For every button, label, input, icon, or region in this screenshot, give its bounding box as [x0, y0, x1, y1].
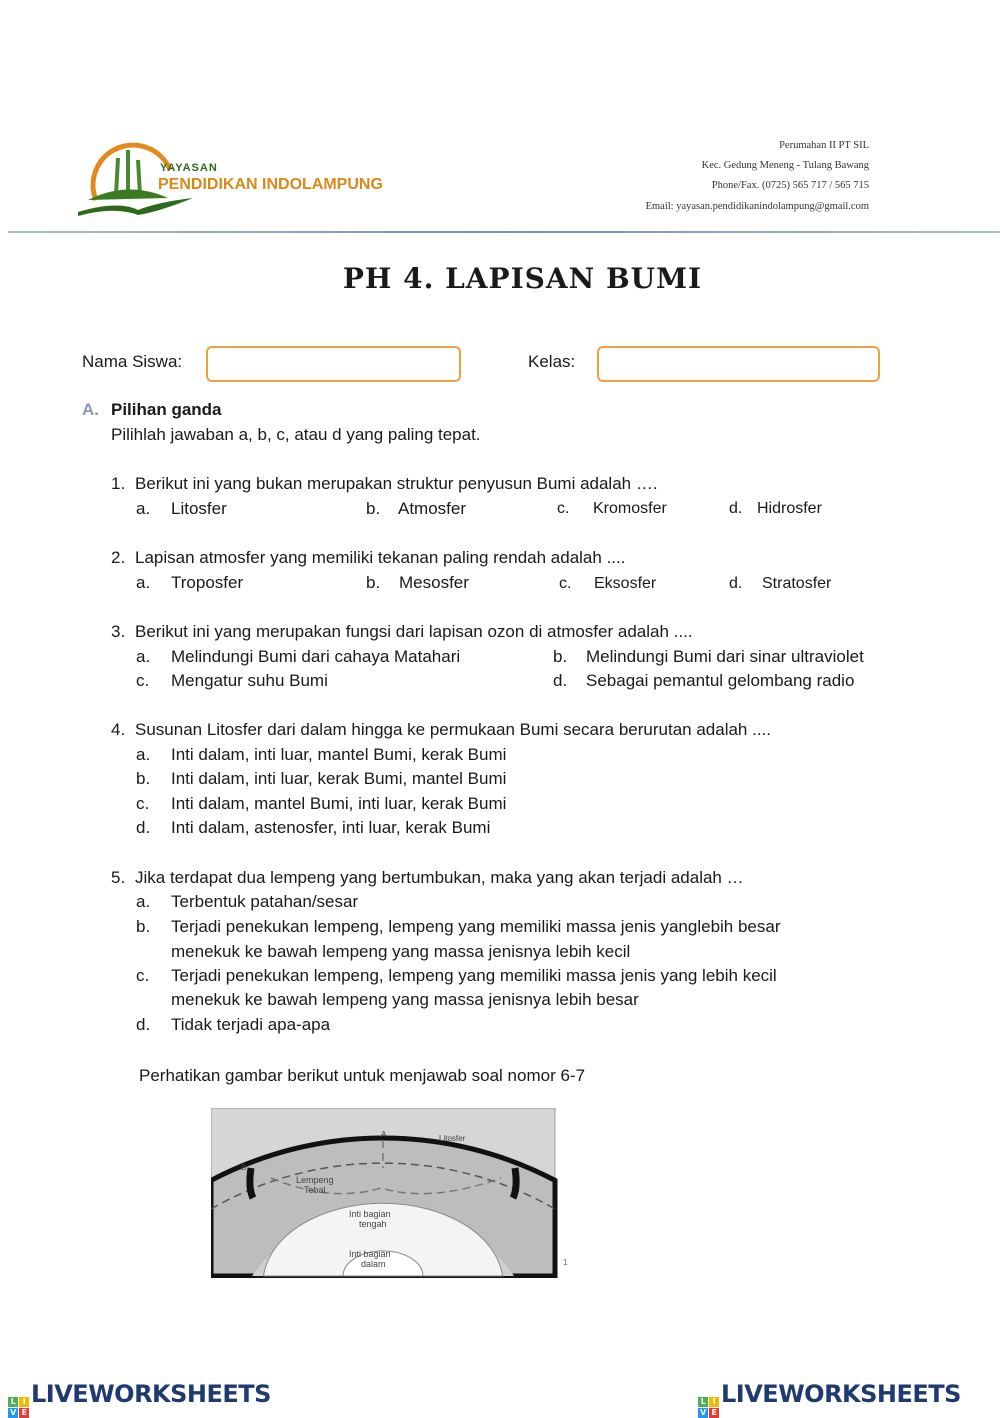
- icon-letter: I: [709, 1397, 719, 1407]
- option-d[interactable]: Sebagai pemantul gelombang radio: [586, 671, 855, 690]
- question-text: Jika terdapat dua lempeng yang bertumbukan, maka yang akan terjadi adalah …: [135, 868, 744, 887]
- option-b[interactable]: Atmosfer: [398, 499, 467, 518]
- option-c[interactable]: Kromosfer: [593, 500, 667, 517]
- option-key: d.: [136, 1015, 151, 1034]
- label-lempeng: Lempeng: [296, 1175, 334, 1185]
- name-label: Nama Siswa:: [82, 352, 183, 371]
- label-side: 1: [563, 1258, 568, 1267]
- liveworksheets-icon: [8, 1397, 29, 1418]
- icon-letter: V: [698, 1408, 708, 1418]
- option-c[interactable]: Eksosfer: [594, 575, 657, 592]
- logo-small-text: YAYASAN: [160, 162, 218, 174]
- label-b: B: [241, 1163, 247, 1172]
- option-c[interactable]: Inti dalam, mantel Bumi, inti luar, kerak Bumi: [171, 794, 507, 813]
- option-b[interactable]: Terjadi penekukan lempeng, lempeng yang memiliki massa jenis yanglebih besar: [171, 917, 781, 936]
- option-c-continued[interactable]: menekuk ke bawah lempeng yang massa jenisnya lebih besar: [171, 990, 639, 1009]
- option-key: c.: [136, 794, 150, 813]
- option-key: d.: [729, 575, 743, 592]
- option-key: d.: [136, 818, 151, 837]
- question-number: 5.: [111, 868, 126, 887]
- question-text: Lapisan atmosfer yang memiliki tekanan paling rendah adalah ....: [135, 548, 626, 567]
- option-b-continued[interactable]: menekuk ke bawah lempeng yang massa jenisnya lebih kecil: [171, 942, 631, 961]
- icon-letter: I: [19, 1397, 29, 1407]
- label-inti-dalam-2: dalam: [361, 1259, 386, 1269]
- liveworksheets-icon: [698, 1397, 719, 1418]
- option-b[interactable]: Mesosfer: [399, 573, 469, 592]
- figure-instruction: Perhatikan gambar berikut untuk menjawab soal nomor 6-7: [139, 1066, 586, 1085]
- question-number: 4.: [111, 720, 126, 739]
- class-label: Kelas:: [528, 352, 576, 371]
- address-line: Phone/Fax. (0725) 565 717 / 565 715: [711, 180, 869, 191]
- earth-layers-figure: [211, 1108, 581, 1278]
- section-letter: A.: [82, 400, 99, 419]
- liveworksheets-logo-right[interactable]: [698, 1380, 961, 1418]
- address-line: Email: yayasan.pendidikanindolampung@gmail.com: [645, 201, 869, 212]
- option-key: d.: [553, 671, 568, 690]
- label-inti-tengah: Inti bagian: [349, 1209, 391, 1219]
- icon-letter: L: [8, 1397, 18, 1407]
- option-d[interactable]: Tidak terjadi apa-apa: [171, 1015, 331, 1034]
- option-key: b.: [136, 917, 151, 936]
- option-key: b.: [553, 647, 568, 666]
- option-key: c.: [136, 966, 150, 985]
- page-title: PH 4. LAPISAN BUMI: [342, 262, 703, 295]
- option-d[interactable]: Inti dalam, astenosfer, inti luar, kerak Bumi: [171, 818, 491, 837]
- earth-diagram: [211, 1108, 581, 1278]
- option-key: c.: [559, 575, 572, 592]
- option-key: c.: [557, 500, 570, 517]
- label-tebal: Tebal: [304, 1185, 326, 1195]
- label-inti-tengah-2: tengah: [359, 1219, 387, 1229]
- option-a[interactable]: Terbentuk patahan/sesar: [171, 892, 359, 911]
- header-divider: [8, 231, 1000, 233]
- option-b[interactable]: Inti dalam, inti luar, kerak Bumi, mantel Bumi: [171, 769, 507, 788]
- question-text: Susunan Litosfer dari dalam hingga ke permukaan Bumi secara berurutan adalah ....: [135, 720, 771, 739]
- option-key: b.: [366, 573, 381, 592]
- question-text: Berikut ini yang merupakan fungsi dari lapisan ozon di atmosfer adalah ....: [135, 622, 693, 641]
- class-input[interactable]: [597, 346, 880, 382]
- address-line: Perumahan II PT SIL: [779, 140, 869, 151]
- option-key: b.: [366, 499, 381, 518]
- label-inti-dalam: Inti bagian: [349, 1249, 391, 1259]
- question-number: 1.: [111, 474, 126, 493]
- brand-text: LIVEWORKSHEETS: [31, 1380, 271, 1408]
- label-a: A: [381, 1130, 387, 1139]
- option-b[interactable]: Melindungi Bumi dari sinar ultraviolet: [586, 647, 864, 666]
- name-input[interactable]: [206, 346, 461, 382]
- option-a[interactable]: Troposfer: [171, 573, 244, 592]
- question-text: Berikut ini yang bukan merupakan struktur penyusun Bumi adalah ….: [135, 474, 658, 493]
- icon-letter: L: [698, 1397, 708, 1407]
- logo-main-text: PENDIDIKAN INDOLAMPUNG: [158, 176, 383, 193]
- option-key: c.: [136, 671, 150, 690]
- option-d[interactable]: Hidrosfer: [757, 500, 822, 517]
- section-instruction: Pilihlah jawaban a, b, c, atau d yang paling tepat.: [111, 425, 481, 444]
- option-key: a.: [136, 647, 151, 666]
- liveworksheets-logo-left[interactable]: [8, 1380, 271, 1418]
- icon-letter: E: [709, 1408, 719, 1418]
- option-a[interactable]: Melindungi Bumi dari cahaya Matahari: [171, 647, 461, 666]
- option-a[interactable]: Litosfer: [171, 499, 227, 518]
- label-litosfer: Litosfer: [439, 1134, 466, 1143]
- option-key: d.: [729, 500, 743, 517]
- section-title: Pilihan ganda: [111, 400, 222, 419]
- address-line: Kec. Gedung Meneng - Tulang Bawang: [701, 160, 869, 171]
- option-c[interactable]: Mengatur suhu Bumi: [171, 671, 328, 690]
- option-a[interactable]: Inti dalam, inti luar, mantel Bumi, kerak Bumi: [171, 745, 507, 764]
- option-key: a.: [136, 745, 151, 764]
- icon-letter: E: [19, 1408, 29, 1418]
- question-number: 2.: [111, 548, 126, 567]
- brand-text: LIVEWORKSHEETS: [721, 1380, 961, 1408]
- option-key: b.: [136, 769, 151, 788]
- option-key: a.: [136, 499, 151, 518]
- question-number: 3.: [111, 622, 126, 641]
- icon-letter: V: [8, 1408, 18, 1418]
- option-key: a.: [136, 892, 151, 911]
- option-d[interactable]: Stratosfer: [762, 575, 832, 592]
- school-logo: [78, 140, 418, 220]
- option-key: a.: [136, 573, 151, 592]
- option-c[interactable]: Terjadi penekukan lempeng, lempeng yang memiliki massa jenis yang lebih kecil: [171, 966, 777, 985]
